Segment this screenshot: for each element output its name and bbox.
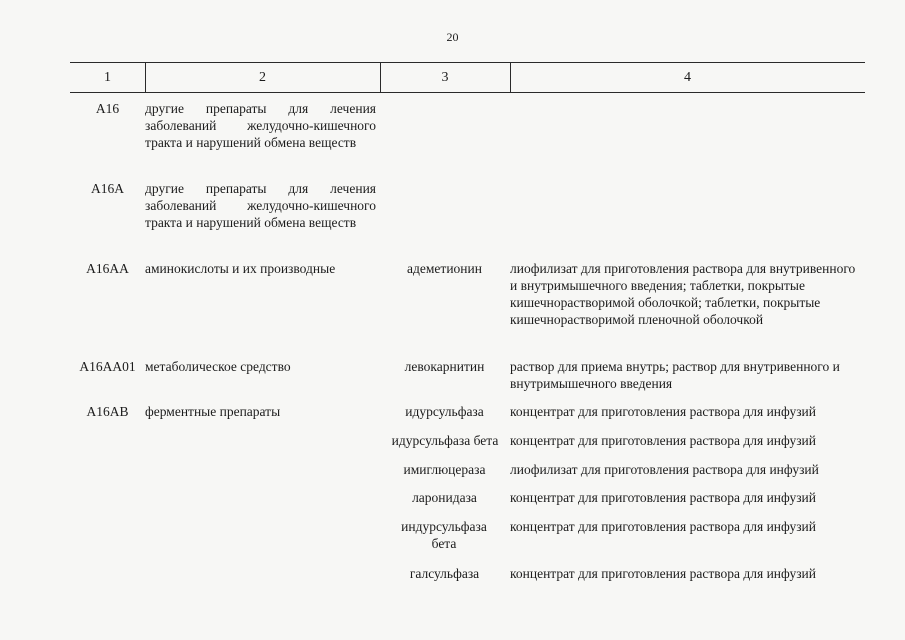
drug-name: имиглюцераза	[403, 462, 486, 477]
table-header	[70, 62, 865, 93]
header-col-1: 1	[104, 70, 111, 85]
drug-name: идурсульфаза бета	[391, 433, 499, 448]
atc-group: другие препараты для лечения заболеваний желудочно-кишечного тракта и нарушений обмена веществ	[145, 181, 376, 230]
drug-name: левокарнитин	[404, 359, 485, 374]
atc-code: A16AA01	[79, 359, 136, 374]
atc-code: A16AA	[86, 261, 129, 276]
dosage-form: концентрат для приготовления раствора для инфузий	[510, 490, 816, 505]
dosage-form: раствор для приема внутрь; раствор для внутривенного и внутримышечного введения	[510, 359, 840, 391]
drug-name: адеметионин	[407, 261, 482, 276]
dosage-form: лиофилизат для приготовления раствора для внутривенного и внутримышечного введения; таблетки, покрытые кишечнорастворимой оболочкой; таблетки, покрытые кишечнорастворимой пленочной оболочкой	[510, 261, 856, 327]
dosage-form: концентрат для приготовления раствора для инфузий	[510, 566, 816, 581]
atc-group: аминокислоты и их производные	[145, 261, 336, 276]
header-col-2: 2	[259, 70, 266, 85]
dosage-form: концентрат для приготовления раствора для инфузий	[510, 404, 816, 419]
atc-group: другие препараты для лечения заболеваний желудочно-кишечного тракта и нарушений обмена веществ	[145, 101, 376, 150]
header-col-3: 3	[441, 70, 449, 85]
dosage-form: концентрат для приготовления раствора для инфузий	[510, 433, 816, 448]
atc-group: метаболическое средство	[145, 359, 291, 374]
dosage-form: лиофилизат для приготовления раствора для инфузий	[510, 462, 819, 477]
atc-code: A16A	[91, 181, 124, 196]
drug-name: ларонидаза	[412, 490, 477, 505]
drug-name: идурсульфаза	[405, 404, 484, 419]
page-number: 20	[446, 30, 459, 44]
header-col-4: 4	[684, 70, 691, 85]
dosage-form: концентрат для приготовления раствора для инфузий	[510, 519, 816, 534]
drug-name: индурсульфаза бета	[401, 519, 487, 551]
atc-code: A16AB	[86, 404, 129, 419]
atc-code: A16	[95, 101, 120, 116]
drug-name: галсульфаза	[409, 566, 480, 581]
atc-group: ферментные препараты	[145, 404, 281, 419]
